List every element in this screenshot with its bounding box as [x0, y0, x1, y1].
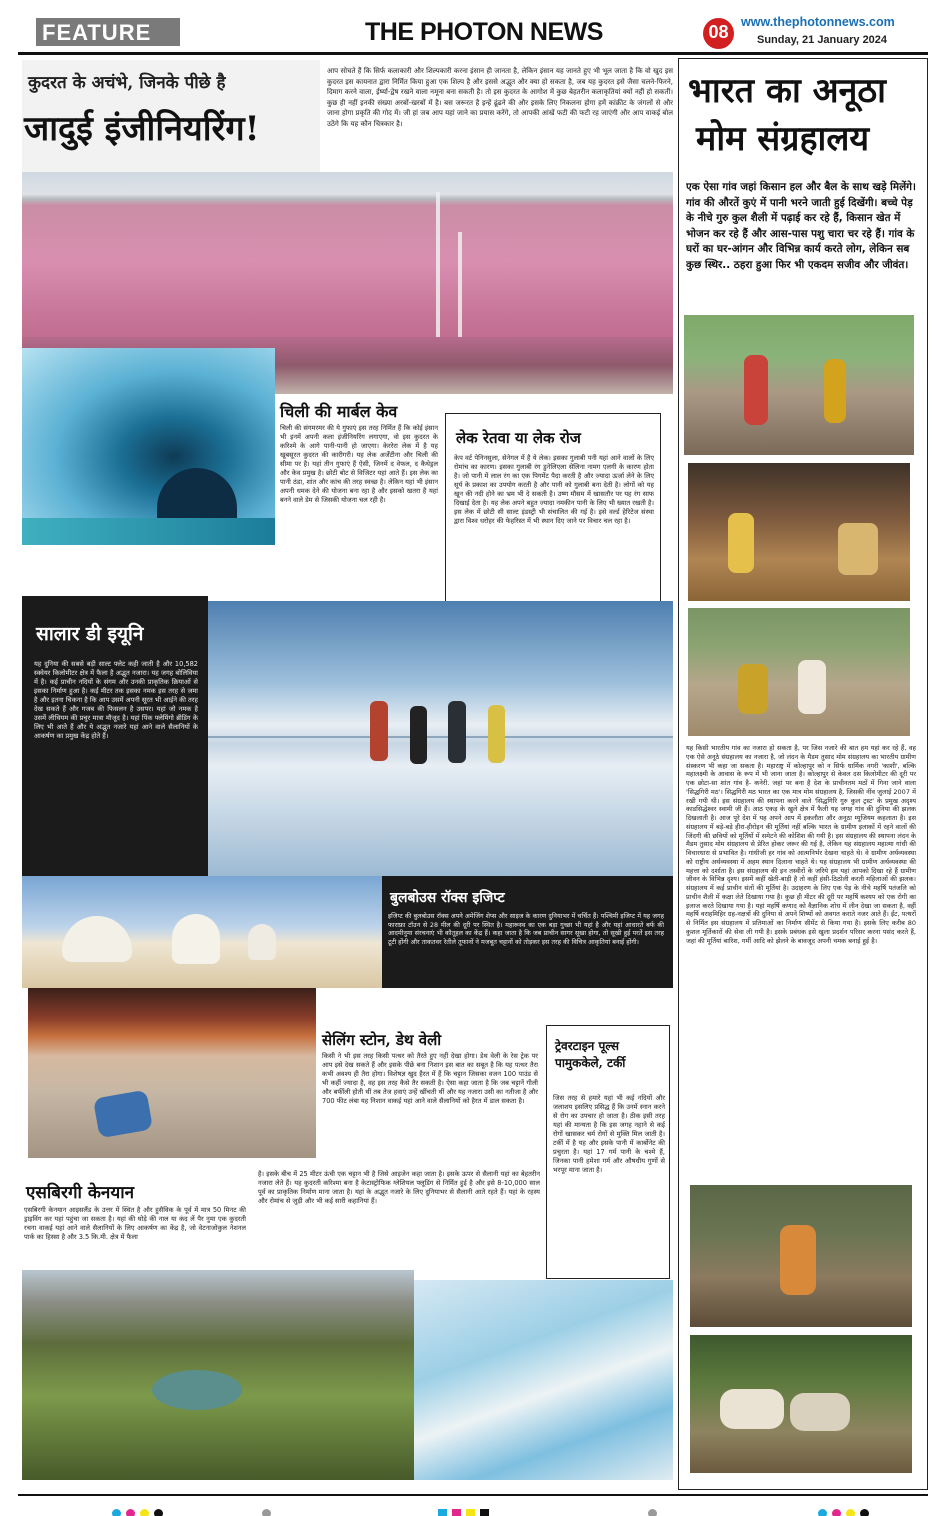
wax-photo-village-well — [684, 315, 914, 455]
page-number: 08 — [708, 22, 729, 42]
canyon-title: एसबिरगी केनयान — [26, 1183, 135, 1203]
travertine-box — [546, 1025, 670, 1279]
figure-seated — [738, 664, 768, 714]
sailing-stones-photo — [28, 988, 316, 1158]
wax-photo-family-courtyard — [688, 608, 910, 736]
main-headline-line1: कुदरत के अचंभे, जिनके पीछे है — [28, 73, 226, 93]
cave-arch — [157, 468, 237, 518]
rock-3 — [248, 924, 276, 960]
wax-photo-sages — [690, 1185, 912, 1327]
canyon-pond — [152, 1370, 242, 1410]
sailing-stones-title: सेलिंग स्टोन, डेथ वेली — [322, 1031, 442, 1049]
wax-museum-title-line1: भारत का अनूठा — [688, 71, 886, 111]
registration-squares — [438, 1503, 489, 1516]
wax-intro: एक ऐसा गांव जहां किसान हल और बैल के साथ खड़े मिलेंगे। गांव की औरतें कुएं में पानी भरने जाती हुई दिखेंगी। बच्चे पेड़ के नीचे गुरु कुल शैली में पढ़ाई कर रहे हैं, किसान खेत में भोजन कर रहे हैं और आस-पास पशु चारा चर रहे हैं। गांव के घरों का घर-आंगन और विभिन्न कार्य करते लोग, लेकिन सब कुछ स्थिर.. ठहरा हुआ फिर भी एकदम सजीव और जीवंत। — [686, 181, 916, 271]
figure-woman — [744, 355, 768, 425]
lake-retba-box — [445, 413, 661, 609]
horizon-line — [208, 736, 673, 738]
canyon-photo — [22, 1270, 414, 1480]
marble-cave-title: चिली की मार्बल केव — [280, 402, 398, 421]
ox-1 — [720, 1389, 784, 1429]
pole-left — [436, 192, 440, 342]
section-label: FEATURE — [42, 20, 152, 45]
lake-retba-body: केप वर्ट पेनिनसुला, सेनेगल में है ये लेक। इसका गुलाबी पनी यहां आने वालों के लिए रोमांच का कारण। इसका गुलाबी रंग डुनेलिएला सेलिना नामग एलगी के कारण होता है। जो पानी में लाल रंग का एक पिगमेंट पैदा करती है और ज्यादा ऊर्जा लेने के लिए सूर्य के प्रकाश का उपयोग करती है और पानी को गुलाबी बना देती है। लोगों को यह खून की नदी होने का भ्रम भी दे सकती है। उष्ण मौसम में खासतौर पर यह रंग साफ दिखाई देता है। यह लेक अपने बहुत ज्यादा नमकीन पानी के लिए भी ख्यात रखती है। इस लेक में छोटी सी साल्ट इंडस्ट्री भी संचालित की गई है। इसे वर्ल्ड हेरिटेज संस्था द्वारा विश्व धरोहर की फेहरिस्त में भी स्थान दिए जाने पर विचार चल रहा है। — [454, 454, 654, 525]
travertine-body: जिस तरह से हमारे यहां भी कई नदियों और जलाशय इसलिए प्रसिद्ध हैं कि उनमें स्नान करने से रोग का उपचार हो जाता है। ठीक इसी तरह यहां की मान्यता है कि इस जगह नहाने से कई रोगों खासकर चर्म रोगों से मुक्ति मिल जाती है। टर्की में है यह और इसके पानी में कार्बोनेट की प्रचुरता है। यहां 17 गर्म पानी के चश्मे हैं, जिनका पानी हमेशा गर्म और औषधीय गुणों से भरपूर माना जाता है। — [553, 1094, 665, 1174]
main-headline-line2: जादुई इंजीनियरिंग! — [24, 109, 260, 149]
person-1 — [370, 701, 388, 761]
salar-title: सालार डी इयूनि — [36, 623, 144, 645]
wax-photo-basket-weavers — [688, 463, 910, 601]
person-4 — [488, 705, 505, 763]
issue-date: Sunday, 21 January 2024 — [757, 34, 888, 46]
person-2 — [410, 706, 427, 764]
footer-rule — [18, 1494, 928, 1496]
ox-2 — [790, 1393, 850, 1431]
salar-photo — [208, 601, 673, 876]
basket — [838, 523, 878, 575]
main-headline-block — [22, 60, 320, 172]
marble-cave-photo — [22, 348, 275, 545]
sailing-stones-body: किसी ने भी इस तरह किसी पत्थर को तैरते हुए नहीं देखा होगा। डेथ वेली के रेस ट्रेक पर आप इसे देख सकते हैं और इसके पीछे बना निशान इस बात का सबूत है कि यह पत्थर तैरा कभी अवश्य ही तैरा होगा। विशेषज्ञ खुद हैरत में हैं कि चट्टान जिसका वजन 100 पाउंड से भी कहीं ज्यादा है, वह इस तरह कैसे तैर सकती है। ऐसा कहा जाता है कि जब चट्टानें गीली और बर्फीली होती थीं तब तेज हवाएं उन्हें खींचती थीं और यह नजारा उसी का नतीजा है और 700 फीट लंबा यह निशान वाकई यहां आने वाले सैलानियों को हैरत में डाल सकता है। — [322, 1052, 538, 1105]
cave-water — [22, 518, 275, 545]
registration-dot-2 — [648, 1503, 657, 1516]
wax-photo-farmers-oxen — [690, 1335, 912, 1473]
wax-museum-title-line2: मोम संग्रहालय — [696, 119, 870, 159]
paper-name: THE PHOTON NEWS — [365, 18, 603, 46]
rock-1 — [62, 916, 132, 962]
canyon-body-right: है। इसके बीच में 25 मीटर ऊंची एक चट्टान भी है जिसे आइजेन कहा जाता है। इसके ऊपर से सैलानी यहां का बेहतरीन नजारा लेते हैं। यह कुदरती करिश्मा बना है केटास्ट्रोफिक ग्लेशियल फ्लूडिंग से निर्मित हुई है और इसे 8-10,000 साल पूर्व का प्राकृतिक निर्माण माना जाता है। यहां के अद्भुत नजारे के लिए दुनियाभर से सैलानी आते रहते हैं। यहां के रहस्य और रोमांच से जुड़ी और भी कई सारी कहानियां हैं। — [258, 1170, 540, 1205]
figure-seated-2 — [798, 660, 826, 714]
canyon-body-left: एसबिरगी केनयान आइसलैंड के उत्तर में स्थित है और हुसैविक के पूर्व में मात्र 50 मिनट की ड्राइविंग कर यहां पहुंचा जा सकता है। यहां की घोड़े की नाल या कंद लें पैर नुमा एक कुदरती रचना वाकई यहां आने वाले सैलानियों के लिए आकर्षण का केंद्र है, जो वेटनाजोकुल नेशनल पार्क का हिस्सा है और 3.5 कि.मी. क्षेत्र में फैला — [24, 1206, 246, 1241]
lake-retba-title: लेक रेतवा या लेक रोज — [456, 429, 581, 447]
figure-sage — [780, 1225, 816, 1295]
marble-cave-body: चिली की संगमरमर की ये गुफाएं इस तरह निर्मित हैं कि कोई इंसान भी इनमें अपनी कला इंजीनियरिंग लगाएगा, वो इस कुदरत के करिश्मे के आगे पानी-पानी हो जाएगा। केररेरा लेक में है यह खूबसूरत कुदरत की कारीगरी। यह लेक अर्जेंटीना और चिली की सीमा पर है। यहां तीन गुफाएं हैं ऐसी, जिनमें द वेफल, द कैथेड्रल और केव प्रमुख है। छोटी बोट से विजिटर यहां आते हैं। इस लेक का पानी ठंडा, शांत और कांच की तरह स्वच्छ है। लेकिन यहां भी इंसान अपनी धमक देने की योजना बना रहा है और इसको खतरा है यहां बनने वाले डेम से जिसकी योजना चल रही है। — [280, 424, 438, 504]
salar-body: यह दुनिया की सबसे बड़ी साल्ट फ्लेट कही जाती है और 10,582 स्क्वेयर किलोमीटर क्षेत्र में फैला है अद्भुत नजारा। यह जगह बोलिविया में है। कई प्राचीन नदियों के संगम और उनकी प्राकृतिक क्रियाओं से इसका निर्माण हुआ है। कई मीटर तक इसका नमक इस तरह से जमा है और इतना चिकना है कि आप उसमें अपनी सूरत भी आईने की तरह देख सकते हैं और गजब की फिसलन है उसपर। यहां जो नमक है उसमें लीथियम की प्रचुर मात्रा मौजूद है। यहां पिंक फ्लेमिंगो ब्रीडिंग के लिए भी आते हैं और ये अद्भुत नजारे यहां आने वाले सैलानियों के आकर्षण का प्रमुख केंद्र होते हैं। — [34, 660, 198, 740]
person-3 — [448, 701, 466, 763]
bubbles-title: बुलबोउस रॉक्स इजिप्ट — [390, 890, 505, 906]
main-intro: आप सोचते हैं कि सिर्फ कलाकारी और शिल्पकारी करना इंसान ही जानता है, लेकिन इंसान यह जानते हुए भी भूल जाता है कि वो खुद इस कुदरत इस कायनात द्वारा निर्मित किया हुआ एक शिल्प है और इससे अद्भुत और क्या हो सकता है, जब यह कुदरत इसे जैसा चलने-फिरने, दिमाग करने वाला, ईर्ष्या-द्वेष रखने वाला नमूना बना सकती है। तो इस कुदरत के आगोश में कुछ बेहतरीन कलाकृतियां क्यों नहीं हो सकतीं। कुछ ही नहीं इनकी संख्या अरबों-खरबों में है। बस जरूरत है इन्हें ढूंढने की और इसके लिए निकलना होगा हमें कांक्रीट के जंगलों से और जाना होगा प्रकृति की गोद में। जी हां जब आप यहां जाने का प्रयास करेंगे, तो आपकी आंखें फटी की फटी रह जाएंगी और आप वाकई बोल उठेंगे कि यह कौन चित्रकार है। — [327, 67, 673, 128]
travertine-title: ट्रेवरटाइन पूल्स पामुककेले, टर्की — [555, 1039, 626, 1070]
figure-woman-2 — [824, 359, 846, 423]
figure-weaver — [728, 513, 754, 573]
section-tab — [36, 18, 180, 46]
bubbles-body: इजिप्ट की बुलबोउस रॉक्स अपने अमेजिंग शेप्स और साइज के कारण दुनियाभर में चर्चित हैं। पश्चिमी इजिप्ट में यह जगह फाराफ्रा टॉउन से 28 मील की दूरी पर स्थित है। महारूस्थ का एक बड़ा गुच्छा भी यहां है और यहां आधारते बर्फ की आदमीनुमा संरचनाएं भी कौतूहल का केंद्र हैं। कहा जाता है कि जब प्राचीन सागर सूखा होगा, तो सूखी हुई परतें इस तरह टूटी होंगी और ताकतवर रेतीले तूफानों ने मजबूत चट्टानों को तोड़कर इस तरह की विचित्र आकृतियां बनाई होंगी। — [388, 912, 664, 946]
wax-body: यह किसी भारतीय गांव का नजारा हो सकता है, पर जिस नजारे की बात हम यहां कर रहे हैं, वह एक ऐसे अनूठे संग्रहालय का नजारा है, जो लंदन के मैडम तुसाद मोम संग्रहालय का भारतीय ग्रामीण संस्करण भी कहा जा सकता है। महाराष्ट्र में कोल्हापुर को न सिर्फ धार्मिक नगरी 'काशी', बल्कि महालक्ष्मी के आवास के रूप में भी जाना जाता है। कोल्हापुर से केवल दस किलोमीटर की दूरी पर एक छोटा-सा शांत गांव है- कनेरी. जहां पर बना है देश के प्राचीनतम मठों में गिना जाने वाला 'सिद्धगिरी मठ'। सिद्धगिरी मठ भारत का एक मात्र मोम संग्रहालय है, जिसकी नींव जुलाई 2007 में रखी गयी थी। इस संग्रहालय की स्थापना करने वाले 'सिद्धगिरि गुरु कुल ट्रस्ट' के प्रमुख अदृश्य काडसिद्धेश्वर स्वामी जी हैं। आठ एकड़ के खुले क्षेत्र में फैली यह जगह गांव की दुनिया की झलक दिखलाती है। आज पूरे देश में यह अपने आप में इकलौता और अनूठा म्यूजियम कहलाता है। इस संग्रहालय में बड़े-बड़े हीरा-हीरोइन की मूर्तियां नहीं बल्कि भारत के ग्रामीण इलाकों में रहने वालों की जिंदगी की छवियों को मूर्तियों में समेटने की कोशिश की गयी है। इस संग्रहालय की स्थापना लंदन के मैडम तुसाद मोम संग्रहालय से प्रेरित होकर जरूर की गई है, लेकिन यह संग्रहालय महात्मा गांधी की विचारधारा से प्रभावित है। गांधीजी हर गांव को आत्मनिर्भर देखना चाहते थे। वे ग्रामीण अर्थव्यवस्था को राष्ट्रीय अर्थव्यवस्था में अहम स्थान दिलाना चाहते थे। यह संग्रहालय भी ग्रामीण अर्थव्यवस्था की महत्ता को दर्शाता है। इस संग्रहालय की इन तस्वीरों के जरिये हम यहां आपको दिखा रहे हैं ग्रामीण जीवन के विभिन्न दृश्य। इसमें कहीं खेती-बाड़ी है तो कहीं हंसी-ठिठोली करती महिलाओं की झलक। संग्रहालय में कई प्राचीन संतों की मूर्तियां है। उदाहरण के लिए एक पेड़ के नीचे महर्षि पतंजलि को प्राचीन शैली में कक्षा लेते दिखाया गया है। कुछ ही मीटर की दूरी पर महर्षि कश्यप को एक रोगी का इलाज करते दिखाया गया है। यहां महर्षि कणाद को वैज्ञानिक शोध में लीन देखा जा सकता है, वहीं महर्षि वराहमिहिर ग्रह-नक्षत्रों की दुनिया से अपने शिष्यों को अवगत कराते नजर आते हैं। ईंट, पत्थरों से निर्मित इस संग्रहालय में प्रतिमाओं का निर्माण सीमेंट से किया गया है। इसके लिए करीब 80 कुशल मूर्तिकारों की सेवा ली गयी है। इसके प्रबंधक इसे खुला प्रदर्शन परिसर करना पसंद करते हैं, जहां की मूर्तियां बारिश, गर्मी आदि को झेलने के बावजूद अपनी चमक बनाई हुई है। — [686, 744, 916, 945]
registration-marks-left — [112, 1503, 163, 1516]
travertine-photo — [414, 1280, 673, 1480]
registration-dot-1 — [262, 1503, 271, 1516]
page-number-badge — [703, 18, 734, 49]
registration-marks-right — [818, 1503, 869, 1516]
rock-2 — [172, 914, 220, 964]
bubbles-photo — [22, 876, 382, 988]
pole-right — [458, 232, 462, 347]
masthead-rule — [18, 52, 928, 55]
salar-panel — [22, 596, 208, 876]
bubbles-panel — [22, 876, 673, 988]
stone — [93, 1090, 153, 1139]
website: www.thephotonnews.com — [741, 15, 895, 29]
